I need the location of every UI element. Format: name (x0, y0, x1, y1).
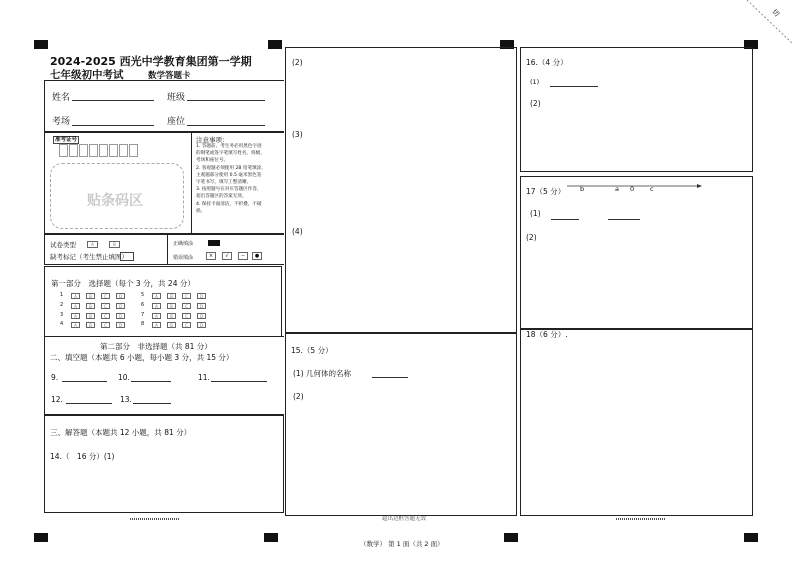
choice-option-bubble[interactable]: C (101, 313, 110, 319)
choice-option-bubble[interactable]: A (71, 303, 80, 309)
cut-corner-line (735, 0, 794, 45)
q10-label: 10. (118, 373, 130, 382)
choice-option-bubble[interactable]: D (197, 303, 206, 309)
barcode-strip-right (616, 518, 666, 520)
choice-option-bubble[interactable]: C (182, 293, 191, 299)
q14-label: 14.（ 16 分）(1) (50, 452, 115, 461)
choice-option-bubble[interactable]: B (167, 293, 176, 299)
seat-field[interactable] (187, 125, 265, 126)
notes-line: 3. 按照题号在对应答题区作答， (196, 187, 262, 193)
paper-type-label: 试卷类型 (50, 241, 76, 249)
q14-part2-label: (2) (292, 58, 303, 67)
q16-part1-label: (1) (530, 78, 540, 86)
choice-option-bubble[interactable]: A (152, 293, 161, 299)
choice-option-bubble[interactable]: D (116, 303, 125, 309)
wrong-fill-sample-4: ● (252, 252, 262, 260)
q11-answer[interactable] (211, 381, 267, 382)
choice-option-bubble[interactable]: D (197, 322, 206, 328)
notes-body (196, 143, 282, 215)
exam-id-cell[interactable] (129, 144, 138, 157)
notes-line: 超出答题区的答案无效。 (196, 194, 247, 200)
exam-id-cell[interactable] (99, 144, 108, 157)
exam-id-label: 准考证号 (55, 137, 78, 143)
q9-label: 9. (51, 373, 59, 382)
q18-title: 18（6 分）. (526, 330, 568, 339)
name-label: 姓名 (52, 93, 71, 103)
wrong-fill-label: 错误填涂 (173, 255, 194, 261)
q12-answer[interactable] (66, 403, 112, 404)
choice-option-bubble[interactable]: C (101, 293, 110, 299)
q16-part1-answer[interactable] (550, 86, 598, 87)
q10-answer[interactable] (131, 381, 171, 382)
number-line-label-a: a (615, 185, 619, 193)
room-label: 考场 (52, 117, 71, 127)
choice-option-bubble[interactable]: D (197, 313, 206, 319)
question-number: 4 (60, 321, 64, 327)
choice-option-bubble[interactable]: A (152, 313, 161, 319)
class-field[interactable] (187, 100, 265, 101)
choice-option-bubble[interactable]: C (182, 322, 191, 328)
choice-option-bubble[interactable]: B (167, 303, 176, 309)
notes-line: 1. 答题前，考生务必用黑色字迹 (196, 144, 262, 149)
barcode-label: 贴条码区 (87, 193, 143, 209)
card-type: 数学答题卡 (148, 71, 191, 81)
part1-title: 第一部分 选择题（每个 3 分，共 24 分） (51, 279, 195, 288)
question-number: 5 (141, 292, 145, 298)
choice-option-bubble[interactable]: A (71, 293, 80, 299)
q9-answer[interactable] (62, 381, 107, 382)
choice-option-bubble[interactable]: D (116, 313, 125, 319)
wrong-fill-sample-1: × (206, 252, 216, 260)
number-line-label-b: b (580, 185, 585, 193)
q16-title: 16.（4 分） (526, 58, 568, 67)
question-number: 8 (141, 321, 145, 327)
absent-label: 缺考标记（考生禁止填图） (50, 253, 128, 261)
q13-answer[interactable] (133, 403, 171, 404)
q14-part4-label: (4) (292, 227, 303, 236)
q14-part3-label: (3) (292, 130, 303, 139)
number-line-label-0: 0 (630, 185, 635, 193)
exam-title-line2: 七年级初中考试 (50, 69, 124, 81)
wrong-fill-sample-3: − (238, 252, 248, 260)
position-mark-bottom-2 (264, 533, 278, 542)
page-footer: （数学） 第 1 面（共 2 面） (360, 540, 444, 548)
out-of-bounds-note: 超出边框答题无效 (382, 516, 427, 522)
barcode-strip-left (130, 518, 180, 520)
choice-option-bubble[interactable]: A (152, 322, 161, 328)
correct-fill-sample (208, 240, 220, 246)
exam-title-line1: 2024-2025 西光中学教育集团第一学期 (50, 55, 252, 68)
choice-option-bubble[interactable]: B (86, 293, 95, 299)
q17-part1-label: (1) (530, 209, 541, 218)
number-line (565, 180, 705, 194)
choice-option-bubble[interactable]: C (182, 313, 191, 319)
correct-fill-label: 正确填涂 (173, 241, 194, 247)
question-number: 7 (141, 312, 145, 318)
wrong-fill-sample-2: √ (222, 252, 232, 260)
choice-option-bubble[interactable]: B (167, 313, 176, 319)
notes-line: 字笔书写，填写工整清晰。 (196, 180, 252, 186)
absent-mark-box (120, 252, 134, 261)
choice-option-bubble[interactable]: D (116, 293, 125, 299)
q15-part1-label: (1) 几何体的名称 (293, 369, 352, 378)
choice-option-bubble[interactable]: A (71, 313, 80, 319)
choice-option-bubble[interactable]: D (116, 322, 125, 328)
question-number: 6 (141, 302, 145, 308)
question-number: 2 (60, 302, 64, 308)
choice-option-bubble[interactable]: B (86, 313, 95, 319)
q11-label: 11. (198, 373, 210, 382)
answer-box-18[interactable] (520, 329, 753, 516)
notes-line: 损。 (196, 208, 206, 214)
choice-option-bubble[interactable]: C (101, 322, 110, 328)
q15-part1-answer[interactable] (372, 377, 408, 378)
position-mark-bottom-3 (504, 533, 518, 542)
part3-title: 三、解答题（本题共 12 小题，共 81 分） (50, 428, 192, 437)
position-mark-bottom-right (744, 533, 758, 542)
part2-title: 第二部分 非选择题（共 81 分） (100, 342, 212, 351)
choice-option-bubble[interactable]: A (71, 322, 80, 328)
seat-label: 座位 (167, 117, 186, 127)
notes-line: 2. 客观题必须使用 2B 铅笔填涂， (196, 165, 266, 171)
exam-id-cell[interactable] (119, 144, 128, 157)
q17-part1-answer-2[interactable] (608, 219, 640, 220)
notes-line: 的钢笔或签字笔填写姓名、班级、 (196, 151, 265, 157)
position-mark-top-2 (268, 40, 282, 49)
q17-title: 17（5 分） (526, 187, 566, 196)
answer-box-17[interactable] (520, 176, 753, 329)
answer-box-15[interactable] (285, 333, 517, 516)
q16-part2-label: (2) (530, 99, 541, 108)
name-field[interactable] (72, 100, 154, 101)
answer-box-14-cont[interactable] (285, 47, 517, 333)
q17-part2-label: (2) (526, 233, 537, 242)
q12-label: 12. (51, 395, 63, 404)
paper-type-a-bubble[interactable]: A (87, 241, 98, 248)
q13-label: 13. (120, 395, 132, 404)
notes-title: 注意事项： (196, 136, 229, 144)
number-line-label-c: c (650, 185, 654, 193)
paper-type-b-bubble[interactable]: B (109, 241, 120, 248)
question-number: 1 (60, 292, 64, 298)
cut-label: 切 (770, 7, 781, 19)
choice-option-bubble[interactable]: D (197, 293, 206, 299)
choice-option-bubble[interactable]: C (182, 303, 191, 309)
fill-in-title: 二、填空题（本题共 6 小题，每小题 3 分，共 15 分） (50, 353, 234, 362)
q15-title: 15.（5 分） (291, 346, 333, 355)
exam-id-cell[interactable] (59, 144, 68, 157)
room-field[interactable] (72, 125, 154, 126)
choice-option-bubble[interactable]: C (101, 303, 110, 309)
question-number: 3 (60, 312, 64, 318)
exam-id-cell[interactable] (109, 144, 118, 157)
position-mark-top-left (34, 40, 48, 49)
choice-option-bubble[interactable]: B (86, 303, 95, 309)
position-mark-bottom-left (34, 533, 48, 542)
notes-line: 主观题部分使用 0.5 毫米黑色签 (196, 172, 262, 178)
choice-option-bubble[interactable]: B (86, 322, 95, 328)
exam-id-cell[interactable] (79, 144, 88, 157)
notes-line: 4. 保持卡面清洁，不折叠，不破 (196, 201, 262, 207)
q17-part1-answer-1[interactable] (551, 219, 579, 220)
choice-option-bubble[interactable]: B (167, 322, 176, 328)
choice-option-bubble[interactable]: A (152, 303, 161, 309)
exam-id-cell[interactable] (89, 144, 98, 157)
class-label: 班级 (167, 93, 186, 103)
q15-part2-label: (2) (293, 392, 304, 401)
notes-line: 考场和座位号。 (196, 158, 229, 164)
exam-id-cell[interactable] (69, 144, 78, 157)
